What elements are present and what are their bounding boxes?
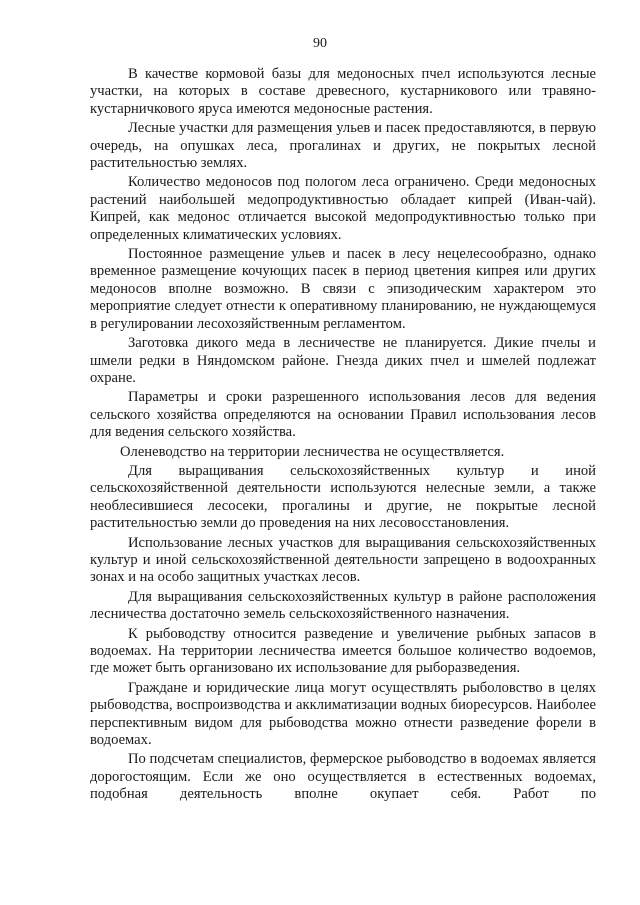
paragraph: По подсчетам специалистов, фермерское рыбоводство в водоемах является дорогостоящим. Если же оно осуществляется в естественных водоемах, подобная деятельность вполне окупает себя. Работ по [90, 751, 596, 803]
paragraph: Для выращивания сельскохозяйственных культур в районе расположения лесничества достаточно земель сельскохозяйственного назначения. [90, 588, 596, 623]
paragraph: Заготовка дикого меда в лесничестве не планируется. Дикие пчелы и шмели редки в Няндомском районе. Гнезда диких пчел и шмелей подлежат охране. [90, 335, 596, 386]
paragraph: Использование лесных участков для выращивания сельскохозяйственных культур и иной сельскохозяйственной деятельности запрещено в водоохранных зонах и на особо защитных участках лесов. [90, 534, 596, 586]
paragraph: Для выращивания сельскохозяйственных культур и иной сельскохозяйственной деятельности используются нелесные земли, а также необлесившиеся лесосеки, прогалины и другие, не покрытые лесной растительностью земли до проведения на них лесовосстановления. [90, 462, 596, 532]
paragraph: Количество медоносов под пологом леса ограничено. Среди медоносных растений наибольшей медопродуктивностью обладает кипрей (Иван-чай). Кипрей, как медонос отличается высокой медопродуктивностью только при определенных климатических условиях. [90, 174, 596, 243]
page-number: 90 [313, 36, 327, 51]
paragraph: Постоянное размещение ульев и пасек в лесу нецелесообразно, однако временное размещение кочующих пасек в период цветения кипрея или других медоносов вполне возможно. В связи с эпизодическим характером это мероприятие следует отнести к оперативному планированию, не нуждающемуся в регулировании лесохозяйственным регламентом. [90, 246, 596, 332]
paragraph: Лесные участки для размещения ульев и пасек предоставляются, в первую очередь, на опушках леса, прогалинах и других, не покрытых лесной растительностью землях. [90, 120, 596, 172]
paragraph: К рыбоводству относится разведение и увеличение рыбных запасов в водоемах. На территории лесничества имеется большое количество водоемов, где может быть организовано их использование для рыборазведения. [90, 625, 596, 677]
paragraph: В качестве кормовой базы для медоносных пчел используются лесные участки, на которых в составе древесного, кустарникового или травяно-кустарничкового яруса имеются медоносные растения. [90, 66, 596, 117]
paragraph: Оленеводство на территории лесничества не осуществляется. [120, 443, 505, 460]
paragraph: Параметры и сроки разрешенного использования лесов для ведения сельского хозяйства определяются на основании Правил использования лесов для ведения сельского хозяйства. [90, 389, 596, 441]
body-text [90, 66, 596, 806]
paragraph: Граждане и юридические лица могут осуществлять рыболовство в целях рыбоводства, воспроизводства и акклиматизации водных биоресурсов. Наиболее перспективным видом для рыбоводства можно отнести разведение форели в водоемах. [90, 679, 596, 749]
